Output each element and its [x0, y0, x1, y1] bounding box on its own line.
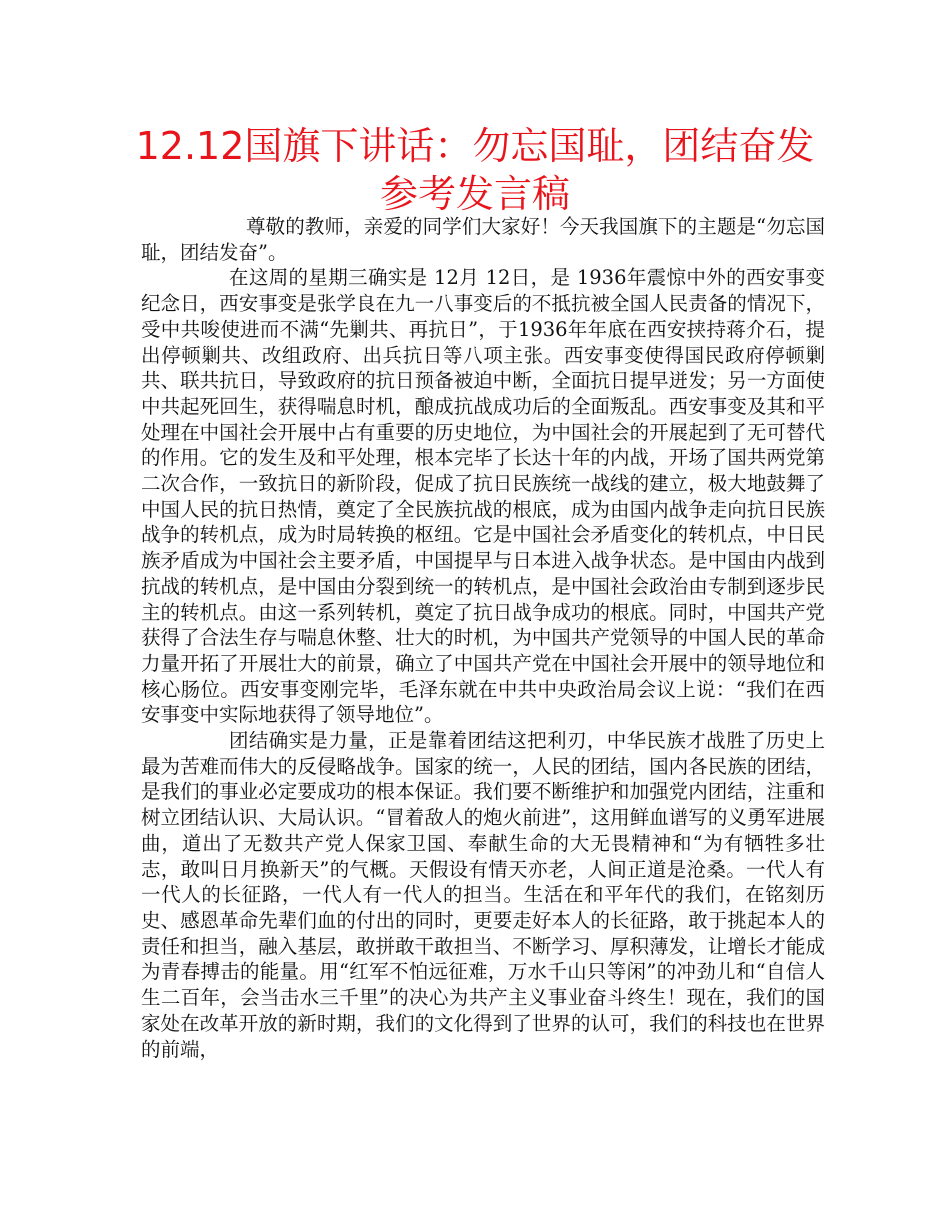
document-body: [141, 214, 825, 1062]
document-title: 12.12国旗下讲话：勿忘国耻，团结奋发参考发言稿: [135, 124, 815, 216]
paragraph-unity: 团结确实是力量，正是靠着团结这把利刃，中华民族才战胜了历史上最为苦难而伟大的反侵略战争。国家的统一，人民的团结，国内各民族的团结，是我们的事业必定要成功的根本保证。我们要不断维护和加强党内团结，注重和树立团结认识、大局认识。“冒着敌人的炮火前进”，这用鲜血谱写的义勇军进展曲，道出了无数共产党人保家卫国、奉献生命的大无畏精神和“为有牺牲多壮志，敢叫日月换新天”的气概。天假设有情天亦老，人间正道是沧桑。一代人有一代人的长征路，一代人有一代人的担当。生活在和平年代的我们，在铭刻历史、感恩革命先辈们血的付出的同时，更要走好本人的长征路，敢于挑起本人的责任和担当，融入基层，敢拼敢干敢担当、不断学习、厚积薄发，让增长才能成为青春搏击的能量。用“红军不怕远征难，万水千山只等闲”的冲劲儿和“自信人生二百年，会当击水三千里”的决心为共产主义事业奋斗终生！现在，我们的国家处在改革开放的新时期，我们的文化得到了世界的认可，我们的科技也在世界的前端，: [141, 729, 825, 1061]
paragraph-greeting: 尊敬的教师，亲爱的同学们大家好！今天我国旗下的主题是“勿忘国耻，团结发奋”。: [141, 215, 825, 264]
paragraph-xian-incident: 在这周的星期三确实是 12月 12日，是 1936年震惊中外的西安事变纪念日，西安事变是张学良在九一八事变后的不抵抗被全国人民责备的情况下，受中共唆使进而不满“先剿共、再抗日”，于1936年年底在西安挟持蒋介石，提出停顿剿共、改组政府、出兵抗日等八项主张。西安事变使得国民政府停顿剿共、联共抗日，导致政府的抗日预备被迫中断，全面抗日提早迸发；另一方面使中共起死回生，获得喘息时机，酿成抗战成功后的全面叛乱。西安事变及其和平处理在中国社会开展中占有重要的历史地位，为中国社会的开展起到了无可替代的作用。它的发生及和平处理，根本完毕了长达十年的内战，开场了国共两党第二次合作，一致抗日的新阶段，促成了抗日民族统一战线的建立，极大地鼓舞了中国人民的抗日热情，奠定了全民族抗战的根底，成为由国内战争走向抗日民族战争的转机点，成为时局转换的枢纽。它是中国社会矛盾变化的转机点，中日民族矛盾成为中国社会主要矛盾，中国提早与日本进入战争状态。是中国由内战到抗战的转机点，是中国由分裂到统一的转机点，是中国社会政治由专制到逐步民主的转机点。由这一系列转机，奠定了抗日战争成功的根底。同时，中国共产党获得了合法生存与喘息休整、壮大的时机，为中国共产党领导的中国人民的革命力量开拓了开展壮大的前景，确立了中国共产党在中国社会开展中的领导地位和核心肠位。西安事变刚完毕，毛泽东就在中共中央政治局会议上说：“我们在西安事变中实际地获得了领导地位”。: [141, 266, 825, 727]
